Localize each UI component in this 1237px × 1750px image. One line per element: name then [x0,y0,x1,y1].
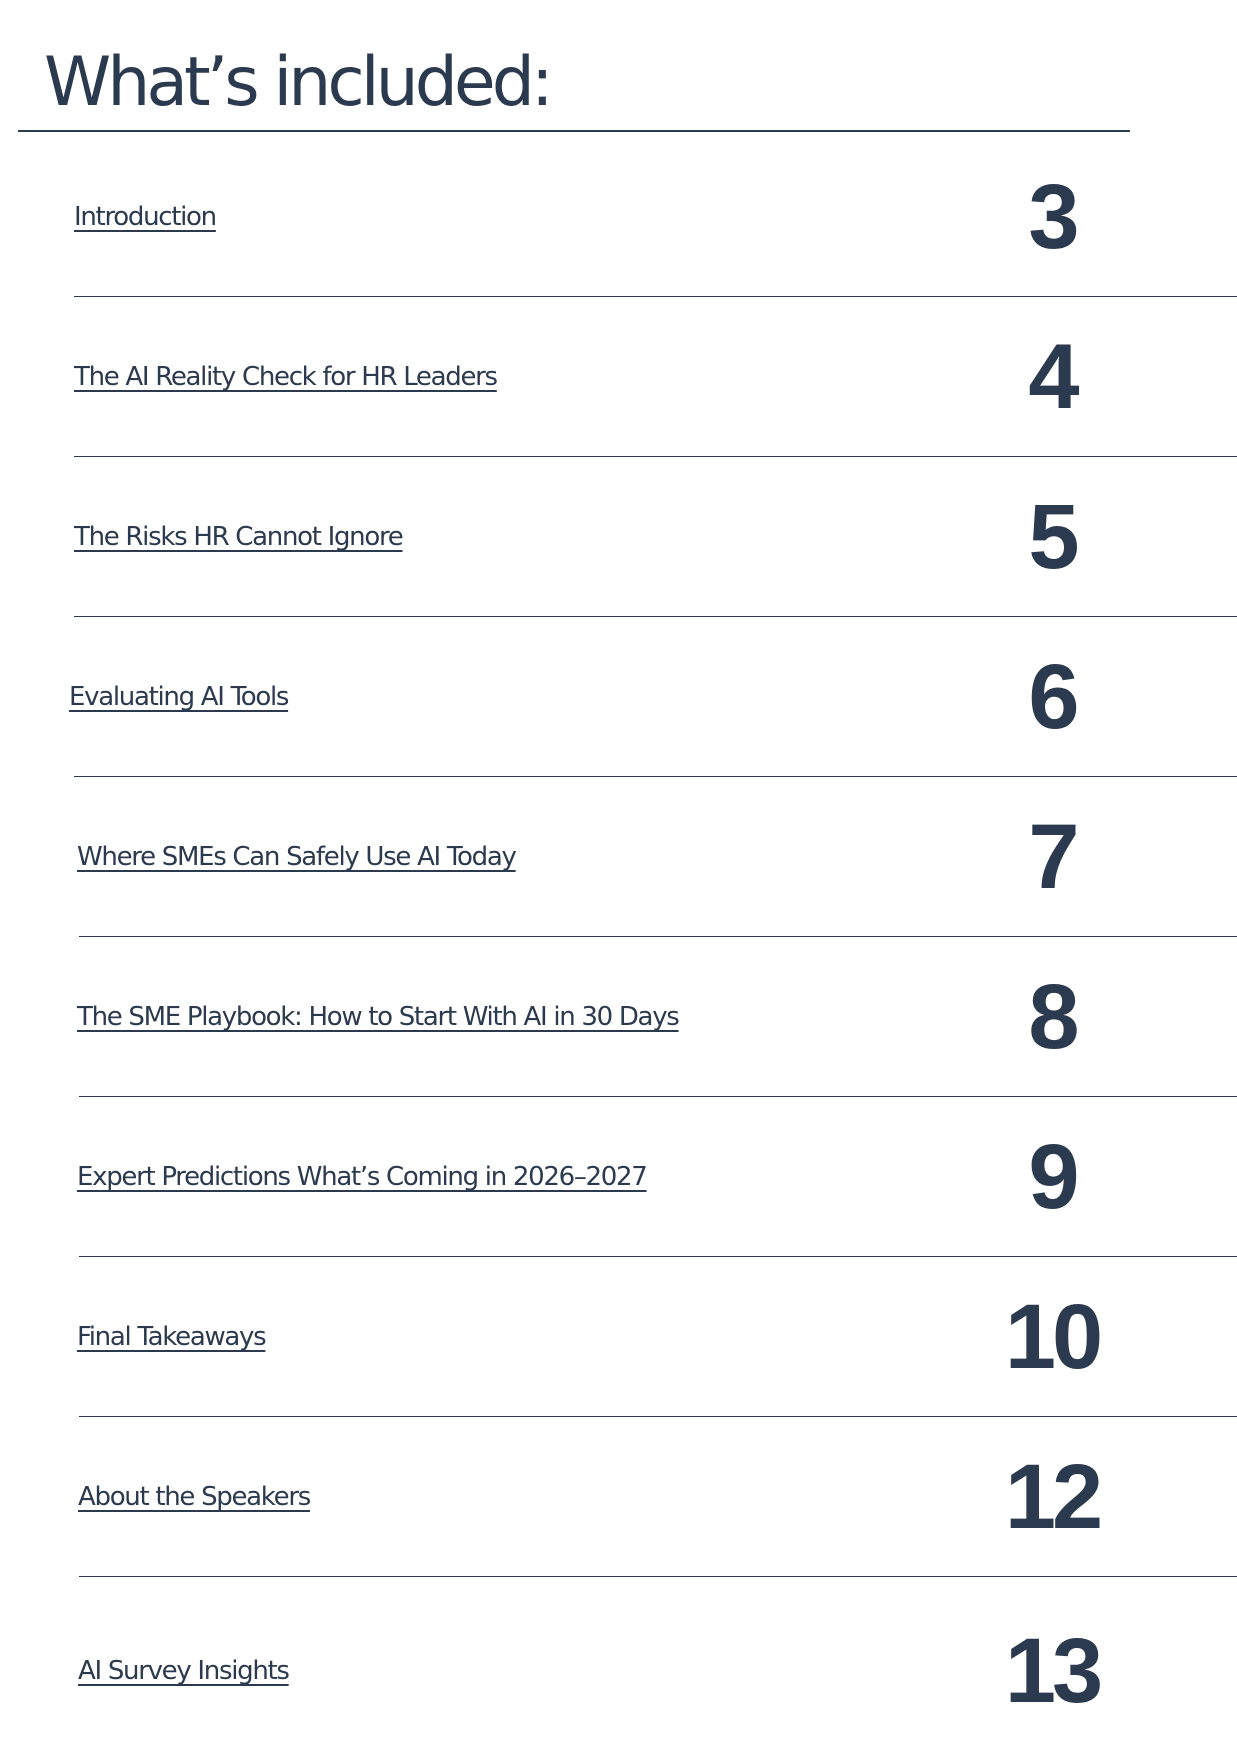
toc-divider [79,1576,1237,1577]
toc-page-number: 7 [1028,805,1076,908]
toc-page-number: 6 [1028,645,1076,748]
toc-link-expert-predictions[interactable]: Expert Predictions What’s Coming in 2026–2027 [77,1162,647,1192]
toc-page-number: 3 [1028,165,1076,268]
toc-page-number: 4 [1028,325,1076,428]
toc-entry-smes-safely [0,777,1237,937]
toc-page-number: 13 [1004,1619,1100,1722]
toc-page-number: 8 [1028,965,1076,1068]
toc-entry-expert-predictions [0,1097,1237,1257]
toc-page-number: 10 [1004,1285,1100,1388]
toc-link-final-takeaways[interactable]: Final Takeaways [77,1322,266,1352]
toc-entry-introduction [0,137,1237,297]
page-title: What’s included: [44,43,550,122]
toc-link-smes-safely[interactable]: Where SMEs Can Safely Use AI Today [77,842,516,872]
toc-entry-evaluating-ai-tools [0,617,1237,777]
toc-link-risks[interactable]: The Risks HR Cannot Ignore [74,522,403,552]
toc-entry-ai-reality-check [0,297,1237,457]
toc-link-about-speakers[interactable]: About the Speakers [78,1482,310,1512]
toc-page-number: 5 [1028,485,1076,588]
toc-link-sme-playbook[interactable]: The SME Playbook: How to Start With AI in 30 Days [77,1002,679,1032]
toc-entry-risks [0,457,1237,617]
toc-link-evaluating-ai-tools[interactable]: Evaluating AI Tools [69,682,289,712]
toc-link-survey-insights[interactable]: AI Survey Insights [78,1656,289,1686]
toc-link-ai-reality-check[interactable]: The AI Reality Check for HR Leaders [74,362,497,392]
toc-entry-sme-playbook [0,937,1237,1097]
toc-entry-about-speakers [0,1417,1237,1577]
toc-page-number: 9 [1028,1125,1076,1228]
toc-link-introduction[interactable]: Introduction [74,202,216,232]
toc-page-number: 12 [1004,1445,1100,1548]
toc-entry-final-takeaways [0,1257,1237,1417]
toc-entry-survey-insights [0,1601,1237,1741]
